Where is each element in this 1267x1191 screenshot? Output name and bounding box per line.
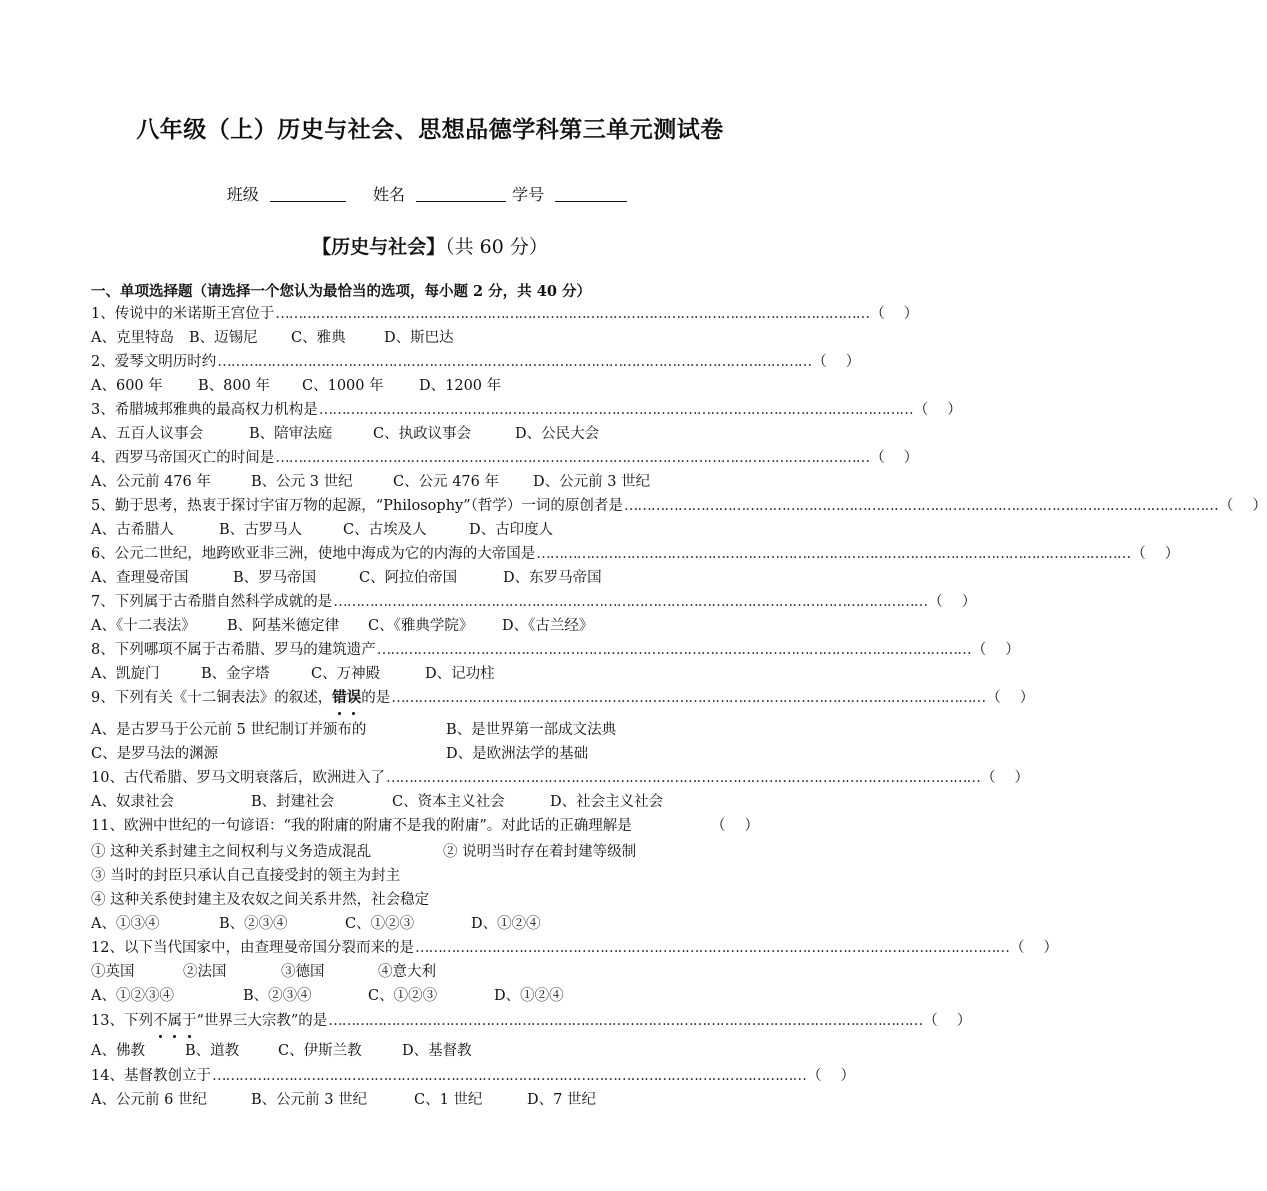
option-a[interactable]: A、奴隶社会 — [91, 794, 174, 810]
class-label: 班级 — [226, 185, 259, 204]
question-stem — [91, 768, 1029, 788]
question-text: 7、下列属于古希腊自然科学成就的是 — [91, 594, 333, 610]
option-d[interactable]: D、东罗马帝国 — [503, 570, 602, 586]
question-statements — [91, 866, 400, 886]
option-d[interactable]: D、公民大会 — [515, 426, 600, 442]
emphasis-char: 于 — [182, 1011, 197, 1031]
option-c[interactable]: C、《雅典学院》 — [368, 618, 474, 634]
question-options — [91, 616, 593, 636]
question-stem — [91, 352, 861, 372]
question-options — [91, 424, 599, 444]
number-blank[interactable] — [555, 185, 627, 202]
answer-blank[interactable]: （ ） — [870, 450, 919, 466]
option-c[interactable]: C、伊斯兰教 — [278, 1043, 362, 1059]
question-options — [91, 914, 541, 934]
question-options — [91, 986, 564, 1006]
option-b[interactable]: B、是世界第一部成文法典 — [446, 722, 617, 738]
option-a[interactable]: A、克里特岛 — [91, 330, 174, 346]
option-b[interactable]: B、迈锡尼 — [189, 330, 258, 346]
answer-blank[interactable]: （ ） — [971, 642, 1020, 658]
option-b[interactable]: B、古罗马人 — [219, 522, 303, 538]
question-options — [91, 664, 495, 684]
answer-blank[interactable]: （ ） — [913, 402, 962, 418]
option-a[interactable]: A、《十二表法》 — [91, 618, 196, 634]
option-a[interactable]: A、佛教 — [91, 1043, 145, 1059]
statement-3: ③德国 — [281, 964, 325, 980]
leader-dots: …………………………………………………………………………………………………………………… — [328, 1013, 923, 1029]
option-c[interactable]: C、万神殿 — [311, 666, 381, 682]
option-c[interactable]: C、古埃及人 — [343, 522, 427, 538]
option-b[interactable]: B、②③④ — [243, 988, 312, 1004]
question-stem — [91, 688, 1035, 708]
option-a[interactable]: A、凯旋门 — [91, 666, 160, 682]
option-d[interactable]: D、《古兰经》 — [502, 618, 594, 634]
leader-dots: …………………………………………………………………………………………………………………… — [275, 450, 870, 466]
question-text: 5、勤于思考，热衷于探讨宇宙万物的起源，“Philosophy”（哲学）一词的原创者是 — [91, 498, 623, 514]
question-text: 11、欧洲中世纪的一句谚语：“我的附庸的附庸不是我的附庸”。对此话的正确理解是 — [91, 818, 632, 834]
question-stem — [91, 938, 1058, 958]
statement-3: ③ 当时的封臣只承认自己直接受封的领主为封主 — [91, 868, 401, 884]
name-blank[interactable] — [416, 185, 506, 202]
leader-dots: …………………………………………………………………………………………………………………… — [275, 306, 870, 322]
statement-2: ②法国 — [183, 964, 227, 980]
exam-title: 八年级（上）历史与社会、思想品德学科第三单元测试卷 — [136, 116, 724, 143]
answer-blank[interactable]: （ ） — [928, 594, 977, 610]
question-text: 6、公元二世纪，地跨欧亚非三洲，使地中海成为它的内海的大帝国是 — [91, 546, 536, 562]
leader-dots: …………………………………………………………………………………………………………………… — [385, 770, 980, 786]
option-c[interactable]: C、①②③ — [368, 988, 438, 1004]
option-b[interactable]: B、公元 3 世纪 — [251, 474, 353, 490]
answer-blank[interactable]: （ ） — [923, 1013, 972, 1029]
option-a[interactable]: A、古希腊人 — [91, 522, 174, 538]
option-d[interactable]: D、公元前 3 世纪 — [533, 474, 651, 490]
option-c[interactable]: C、1000 年 — [302, 378, 384, 394]
question-options — [91, 376, 501, 396]
leader-dots: …………………………………………………………………………………………………………………… — [536, 546, 1131, 562]
option-b[interactable]: B、罗马帝国 — [233, 570, 317, 586]
question-options — [91, 1090, 596, 1110]
question-text: 14、基督教创立于 — [91, 1068, 211, 1084]
option-a[interactable]: A、600 年 — [91, 378, 163, 394]
question-stem — [91, 816, 759, 836]
option-c[interactable]: C、1 世纪 — [414, 1092, 483, 1108]
option-c[interactable]: C、公元 476 年 — [393, 474, 499, 490]
option-a[interactable]: A、①③④ — [91, 916, 160, 932]
leader-dots: …………………………………………………………………………………………………………………… — [211, 1068, 806, 1084]
option-c[interactable]: C、是罗马法的渊源 — [91, 746, 219, 762]
leader-dots: …………………………………………………………………………………………………………………… — [414, 940, 1009, 956]
emphasis-char: 错 — [332, 688, 347, 708]
number-label: 学号 — [512, 185, 545, 204]
class-blank[interactable] — [270, 185, 346, 202]
statement-1: ① 这种关系封建主之间权利与义务造成混乱 — [91, 844, 372, 860]
answer-blank[interactable]: （ ） — [812, 354, 861, 370]
question-text: 4、西罗马帝国灭亡的时间是 — [91, 450, 275, 466]
student-info-fields — [0, 182, 860, 205]
question-stem — [91, 1066, 855, 1086]
option-b[interactable]: B、道教 — [185, 1043, 240, 1059]
question-options — [91, 328, 454, 348]
question-options — [91, 1041, 472, 1061]
question-options — [91, 720, 616, 740]
option-d[interactable]: D、记功柱 — [425, 666, 495, 682]
option-b[interactable]: B、公元前 3 世纪 — [251, 1092, 368, 1108]
section-title — [0, 232, 860, 259]
answer-blank[interactable]: （ ） — [1009, 940, 1058, 956]
option-d[interactable]: D、斯巴达 — [384, 330, 454, 346]
question-stem — [91, 448, 919, 468]
question-statements — [91, 890, 429, 910]
question-options — [91, 472, 650, 492]
option-b[interactable]: B、金字塔 — [201, 666, 270, 682]
question-text: 9、下列有关《十二铜表法》的叙述，错 误 的是 — [91, 688, 390, 708]
section-title-main: 【历史与社会】 — [312, 236, 446, 258]
emphasis-char: 不 — [153, 1011, 168, 1031]
option-a[interactable]: A、是古罗马于公元前 5 世纪制订并颁布的 — [91, 722, 367, 738]
option-c[interactable]: C、执政议事会 — [373, 426, 472, 442]
option-a[interactable]: A、查理曼帝国 — [91, 570, 189, 586]
question-text: 1、传说中的米诺斯王宫位于 — [91, 306, 275, 322]
question-options — [91, 792, 663, 812]
answer-blank[interactable]: （ ） — [1131, 546, 1180, 562]
section-instruction: 一、单项选择题（请选择一个您认为最恰当的选项，每小题 2 分，共 40 分） — [91, 283, 591, 300]
option-a[interactable]: A、公元前 476 年 — [91, 474, 211, 490]
question-stem — [91, 592, 977, 612]
question-text: 10、古代希腊、罗马文明衰落后，欧洲进入了 — [91, 770, 385, 786]
question-text: 2、爱琴文明历时约 — [91, 354, 217, 370]
option-d[interactable]: D、是欧洲法学的基础 — [446, 746, 589, 762]
question-stem — [91, 544, 1180, 564]
statement-4: ④意大利 — [378, 964, 436, 980]
question-options — [91, 568, 602, 588]
name-label: 姓名 — [372, 185, 405, 204]
leader-dots: …………………………………………………………………………………………………………………… — [217, 354, 812, 370]
statement-4: ④ 这种关系使封建主及农奴之间关系井然，社会稳定 — [91, 892, 430, 908]
question-stem — [91, 1011, 972, 1031]
leader-dots: …………………………………………………………………………………………………………………… — [623, 498, 1218, 514]
option-c[interactable]: C、阿拉伯帝国 — [359, 570, 458, 586]
answer-blank[interactable]: （ ） — [1218, 498, 1267, 514]
section-score-note: （共 60 分） — [445, 236, 548, 258]
option-a[interactable]: A、①②③④ — [91, 988, 174, 1004]
question-stem — [91, 640, 1020, 660]
option-a[interactable]: A、公元前 6 世纪 — [91, 1092, 207, 1108]
option-a[interactable]: A、五百人议事会 — [91, 426, 203, 442]
question-stem — [91, 496, 1267, 516]
question-statements — [91, 842, 636, 862]
question-stem — [91, 400, 962, 420]
question-stem — [91, 304, 919, 324]
answer-blank[interactable]: （ ） — [870, 306, 919, 322]
leader-dots: …………………………………………………………………………………………………………………… — [333, 594, 928, 610]
emphasis-char: 属 — [167, 1011, 182, 1031]
option-b[interactable]: B、②③④ — [219, 916, 288, 932]
option-b[interactable]: B、封建社会 — [251, 794, 335, 810]
option-d[interactable]: D、基督教 — [402, 1043, 472, 1059]
leader-dots: …………………………………………………………………………………………………………………… — [318, 402, 913, 418]
option-c[interactable]: C、资本主义社会 — [392, 794, 505, 810]
question-text: 12、以下当代国家中，由查理曼帝国分裂而来的是 — [91, 940, 414, 956]
option-c[interactable]: C、①②③ — [345, 916, 415, 932]
option-b[interactable]: B、陪审法庭 — [249, 426, 333, 442]
question-options — [91, 744, 588, 764]
question-statements — [91, 962, 436, 982]
option-b[interactable]: B、800 年 — [198, 378, 270, 394]
answer-blank[interactable]: （ ） — [986, 690, 1035, 706]
question-options — [91, 520, 553, 540]
statement-2: ② 说明当时存在着封建等级制 — [443, 844, 637, 860]
answer-blank[interactable]: （ ） — [980, 770, 1029, 786]
statement-1: ①英国 — [91, 964, 135, 980]
option-d[interactable]: D、①②④ — [471, 916, 541, 932]
answer-blank[interactable]: （ ） — [711, 818, 759, 834]
leader-dots: …………………………………………………………………………………………………………………… — [376, 642, 971, 658]
question-text: 8、下列哪项不属于古希腊、罗马的建筑遗产 — [91, 642, 376, 658]
answer-blank[interactable]: （ ） — [806, 1068, 855, 1084]
option-b[interactable]: B、阿基米德定律 — [227, 618, 340, 634]
option-d[interactable]: D、社会主义社会 — [550, 794, 664, 810]
emphasis-char: 误 — [347, 688, 362, 708]
leader-dots: …………………………………………………………………………………………………………………… — [391, 690, 986, 706]
option-d[interactable]: D、古印度人 — [469, 522, 554, 538]
option-c[interactable]: C、雅典 — [291, 330, 346, 346]
question-text: 3、希腊城邦雅典的最高权力机构是 — [91, 402, 318, 418]
question-text: 13、下列不 属 于 “世界三大宗教”的是 — [91, 1011, 327, 1031]
option-d[interactable]: D、1200 年 — [419, 378, 502, 394]
option-d[interactable]: D、7 世纪 — [527, 1092, 596, 1108]
option-d[interactable]: D、①②④ — [494, 988, 564, 1004]
